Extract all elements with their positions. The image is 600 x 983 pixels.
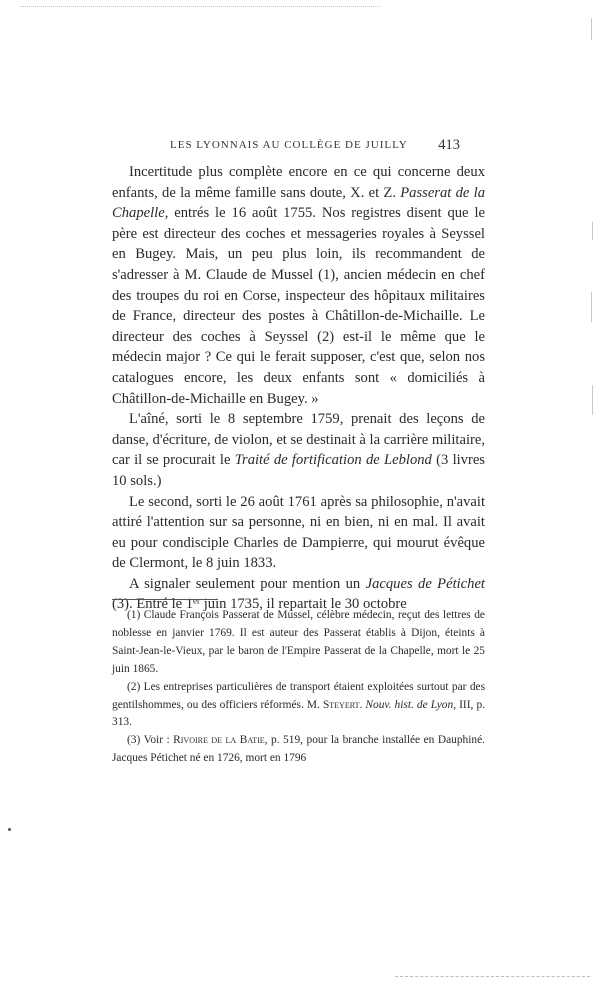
text-run: (3 livres 10 sols.): [112, 452, 485, 489]
body-paragraph: [112, 409, 485, 491]
text-run: L'aîné, sorti le 8 septembre 1759, prenait des leçons de danse, d'écriture, de violon, et se destinait à la carrière militaire, car il se procurait le: [112, 411, 485, 469]
text-run: .: [359, 698, 366, 711]
text-run: Incertitude plus complète encore en ce qui concerne deux enfants, de la même famille sans doute, X. et Z.: [112, 164, 485, 201]
italic-text-run: Passerat de la Chapelle: [112, 184, 485, 222]
smallcaps-text-run: Steyert: [322, 698, 360, 711]
body-paragraph: [112, 162, 485, 409]
text-run: juin 1735, il repartait le 30 octobre: [200, 596, 407, 613]
italic-text-run: Nouv. hist. de Lyon: [365, 698, 454, 711]
scan-edge-mark: [591, 18, 592, 40]
smallcaps-text-run: Rivoire de la Batie: [173, 734, 265, 747]
scan-noise-top: [20, 6, 380, 11]
footnote: [112, 732, 485, 768]
text-run: , p. 519, pour la branche installée en Dauphiné. Jacques Pétichet né en 1726, mort en 1796: [112, 734, 486, 765]
running-title: LES LYONNAIS AU COLLÈGE DE JUILLY: [170, 139, 408, 151]
scan-edge-mark: [591, 292, 592, 322]
body-paragraph: [112, 492, 485, 574]
footnote: [112, 679, 485, 733]
scan-edge-mark: [592, 222, 593, 240]
scan-edge-mark: [592, 385, 593, 415]
footnote: [112, 607, 485, 679]
footnotes: [112, 607, 485, 768]
text-run: (1) Claude François Passerat de Mussel, célèbre médecin, reçut des lettres de noblesse en janvier 1769. Il est auteur des Passerat établis à Dijon, éteints à Saint-Jean-le-Vieux, par le baron de l'Empire Passerat de la Chapelle, mort le 25 juin 1865.: [112, 609, 485, 675]
main-text: [112, 162, 485, 615]
page-number: 413: [438, 137, 460, 153]
text-run: , entrés le 16 août 1755. Nos registres disent que le père est directeur des coches et messageries royales à Seyssel en Bugey. Mais, un peu plus loin, ils recommandent de s'adresser à M. Claude de Mussel (1), ancien médecin en chef des troupes du roi en Corse, inspecteur des hôpitaux militaires de France, directeur des postes à Châtillon-de-Michaille. Le directeur des coches à Seyssel (2) est-il le même que le médecin major ? Ce qui le ferait supposer, c'est que, selon nos catalogues encore, les deux enfants sont « domiciliés à Châtillon-de-Michaille en Bugey. »: [112, 205, 485, 407]
text-run: A signaler seulement pour mention un: [129, 575, 366, 592]
italic-text-run: Jacques de Pétichet: [365, 575, 485, 592]
page-header: [170, 139, 460, 159]
scan-noise-bottom: [395, 976, 590, 977]
scan-speck: [8, 828, 11, 831]
italic-text-run: Traité de fortification de Leblond: [234, 452, 432, 469]
text-run: (3) Voir :: [127, 734, 174, 747]
text-run: (3). Entré le 1: [112, 596, 194, 613]
text-run: , III, p. 313.: [112, 698, 485, 729]
text-run: (2) Les entreprises particulières de transport étaient exploitées surtout par des gentilshommes, ou des officiers réformés. M.: [112, 680, 485, 711]
sup-text-run: er: [193, 595, 201, 606]
text-run: Le second, sorti le 26 août 1761 après sa philosophie, n'avait attiré l'attention sur sa personne, ni en bien, ni en mal. Il avait eu pour condisciple Charles de Dampierre, qui mourut évêque de Clermont, le 8 juin 1833.: [112, 493, 485, 572]
footnote-separator: [112, 599, 217, 600]
